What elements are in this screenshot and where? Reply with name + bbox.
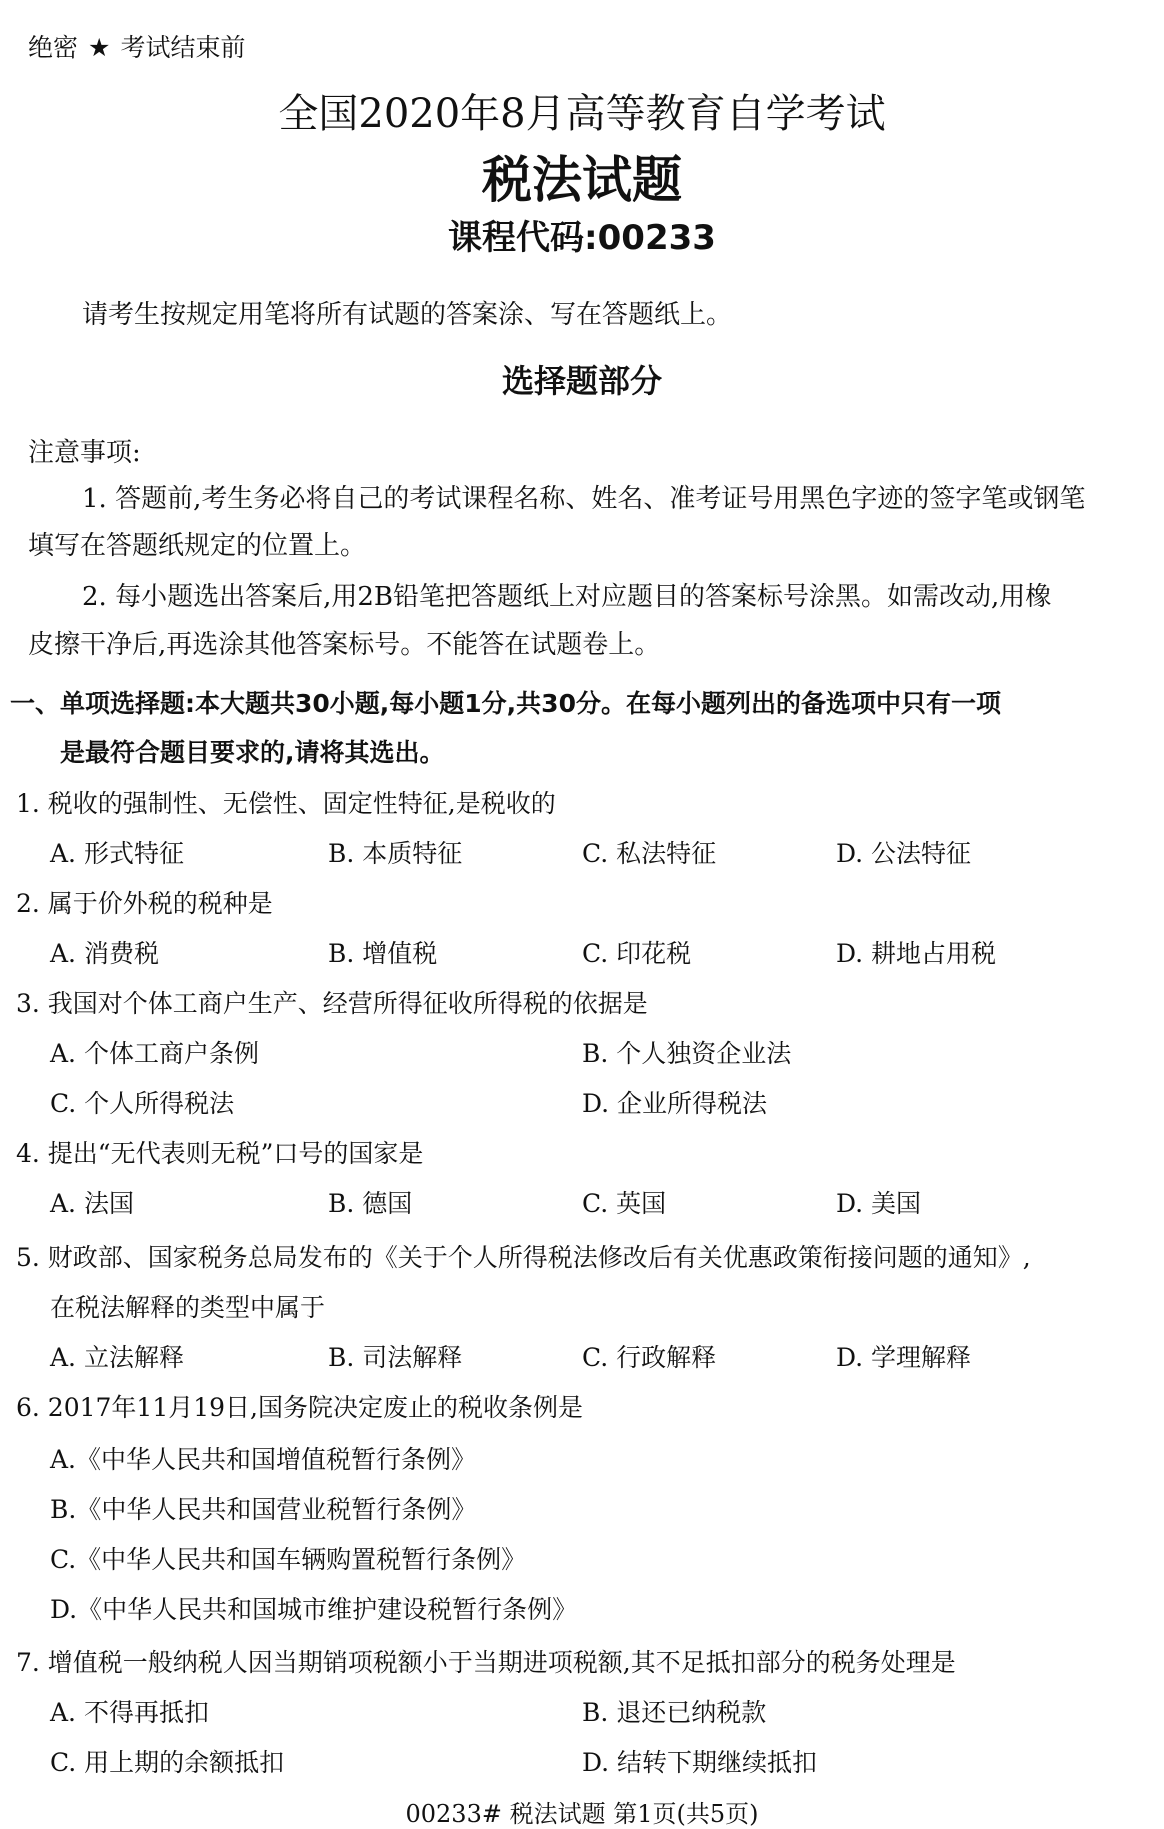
option-d: D. 公法特征 <box>836 839 972 868</box>
option-b: B. 增值税 <box>328 939 438 968</box>
option-d: D. 耕地占用税 <box>836 939 997 968</box>
question-stem: 5. 财政部、国家税务总局发布的《关于个人所得税法修改后有关优惠政策衔接问题的通知》, <box>16 1243 1031 1272</box>
exam-title: 全国2020年8月高等教育自学考试 <box>278 91 886 137</box>
course-code: 课程代码:00233 <box>448 218 716 258</box>
option-b: B. 本质特征 <box>328 839 463 868</box>
subject-title: 税法试题 <box>482 151 682 209</box>
question-stem: 3. 我国对个体工商户生产、经营所得征收所得税的依据是 <box>16 989 648 1018</box>
notes-heading: 注意事项: <box>28 438 141 468</box>
question-stem: 7. 增值税一般纳税人因当期销项税额小于当期进项税额,其不足抵扣部分的税务处理是 <box>16 1648 956 1677</box>
option-b: B.《中华人民共和国营业税暂行条例》 <box>50 1495 477 1524</box>
option-b: B. 退还已纳税款 <box>582 1698 767 1727</box>
option-a: A. 个体工商户条例 <box>50 1039 259 1068</box>
question-stem: 6. 2017年11月19日,国务院决定废止的税收条例是 <box>16 1393 583 1422</box>
note-2-line-1: 2. 每小题选出答案后,用2B铅笔把答题纸上对应题目的答案标号涂黑。如需改动,用橡 <box>82 582 1052 612</box>
option-d: D. 结转下期继续抵扣 <box>582 1748 818 1777</box>
option-c: C.《中华人民共和国车辆购置税暂行条例》 <box>50 1545 527 1574</box>
option-a: A. 不得再抵扣 <box>50 1698 209 1727</box>
section-heading-line-1: 一、单项选择题:本大题共30小题,每小题1分,共30分。在每小题列出的备选项中只有一项 <box>10 689 1001 718</box>
option-b: B. 个人独资企业法 <box>582 1039 792 1068</box>
note-1-line-2: 填写在答题纸规定的位置上。 <box>28 531 367 561</box>
option-d: D. 美国 <box>836 1189 922 1218</box>
question-stem: 1. 税收的强制性、无偿性、固定性特征,是税收的 <box>16 789 556 818</box>
part-title: 选择题部分 <box>501 362 662 400</box>
option-a: A.《中华人民共和国增值税暂行条例》 <box>50 1445 477 1474</box>
option-c: C. 个人所得税法 <box>50 1089 235 1118</box>
option-c: C. 英国 <box>582 1189 667 1218</box>
question-stem: 4. 提出“无代表则无税”口号的国家是 <box>16 1139 424 1168</box>
confidential-text: 绝密 <box>28 33 79 62</box>
confidential-note: 考试结束前 <box>120 33 246 62</box>
option-a: A. 消费税 <box>50 939 159 968</box>
question-stem: 2. 属于价外税的税种是 <box>16 889 273 918</box>
note-1-line-1: 1. 答题前,考生务必将自己的考试课程名称、姓名、准考证号用黑色字迹的签字笔或钢笔 <box>82 484 1086 514</box>
option-c: C. 私法特征 <box>582 839 717 868</box>
option-a: A. 立法解释 <box>50 1343 184 1372</box>
option-d: D.《中华人民共和国城市维护建设税暂行条例》 <box>50 1595 578 1624</box>
page-footer: 00233# 税法试题 第1页(共5页) <box>405 1800 759 1828</box>
option-a: A. 形式特征 <box>50 839 184 868</box>
option-b: B. 德国 <box>328 1189 413 1218</box>
instruction-text: 请考生按规定用笔将所有试题的答案涂、写在答题纸上。 <box>82 300 733 330</box>
option-d: D. 学理解释 <box>836 1343 972 1372</box>
option-c: C. 印花税 <box>582 939 692 968</box>
option-c: C. 行政解释 <box>582 1343 717 1372</box>
star-icon: ★ <box>88 33 111 62</box>
question-stem-line-2: 在税法解释的类型中属于 <box>50 1293 326 1322</box>
option-a: A. 法国 <box>50 1189 134 1218</box>
option-b: B. 司法解释 <box>328 1343 463 1372</box>
option-d: D. 企业所得税法 <box>582 1089 768 1118</box>
note-2-line-2: 皮擦干净后,再选涂其他答案标号。不能答在试题卷上。 <box>28 630 661 660</box>
confidential-label <box>28 28 245 64</box>
option-c: C. 用上期的余额抵扣 <box>50 1748 285 1777</box>
section-heading-line-2: 是最符合题目要求的,请将其选出。 <box>60 738 445 767</box>
